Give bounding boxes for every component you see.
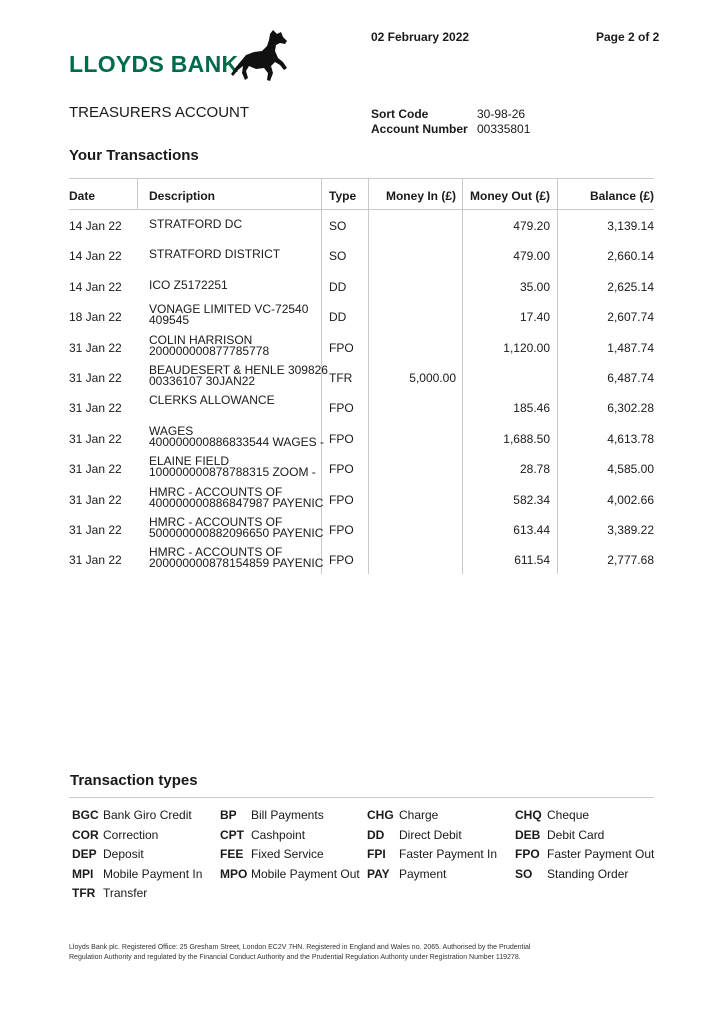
row-description-line1: HMRC - ACCOUNTS OF (149, 545, 283, 559)
row-money-out: 1,120.00 (503, 341, 550, 355)
row-money-out: 611.54 (514, 553, 550, 567)
row-date: 31 Jan 22 (69, 523, 122, 537)
transaction-type-code: MPI (72, 867, 94, 881)
row-description-line2: 100000000878788315 ZOOM - (149, 465, 316, 479)
row-description-line2: 00336107 30JAN22 (149, 374, 256, 388)
transaction-type-description: Charge (399, 808, 439, 822)
transaction-type-description: Standing Order (547, 867, 629, 881)
transaction-type-code: DEB (515, 828, 541, 842)
row-money-out: 479.00 (513, 249, 550, 263)
row-type: DD (329, 310, 347, 324)
row-money-in: 5,000.00 (409, 371, 456, 385)
col-header-money-in: Money In (£) (385, 189, 456, 203)
transaction-type-description: Direct Debit (399, 828, 462, 842)
row-money-out: 613.44 (513, 523, 550, 537)
transaction-type-code: FPO (515, 847, 540, 861)
row-date: 31 Jan 22 (69, 462, 122, 476)
row-description: ICO Z5172251 (149, 278, 228, 292)
row-description-line2: 500000000882096650 PAYENIC (149, 526, 324, 540)
row-balance: 2,607.74 (607, 310, 654, 324)
row-balance: 2,777.68 (607, 553, 654, 567)
account-name: TREASURERS ACCOUNT (69, 104, 250, 121)
row-type: FPO (329, 341, 354, 355)
row-date: 14 Jan 22 (69, 280, 122, 294)
transaction-type-code: BP (220, 808, 237, 822)
row-balance: 4,002.66 (607, 493, 654, 507)
row-date: 31 Jan 22 (69, 553, 122, 567)
row-date: 14 Jan 22 (69, 219, 122, 233)
transaction-type-description: Faster Payment In (399, 847, 498, 861)
transaction-types-divider (69, 797, 654, 798)
transaction-type-description: Mobile Payment Out (251, 867, 360, 881)
transaction-type-description: Cheque (547, 808, 590, 822)
row-money-out: 28.78 (519, 462, 550, 476)
transaction-type-description: Fixed Service (251, 847, 324, 861)
transaction-type-description: Faster Payment Out (547, 847, 655, 861)
row-balance: 2,625.14 (607, 280, 654, 294)
transaction-type-description: Bill Payments (251, 808, 324, 822)
row-type: FPO (329, 493, 354, 507)
row-description-line1: COLIN HARRISON (149, 333, 253, 347)
row-money-out: 479.20 (513, 219, 550, 233)
row-balance: 3,389.22 (607, 523, 654, 537)
transactions-top-divider (69, 178, 654, 179)
row-balance: 4,613.78 (607, 432, 654, 446)
row-description-line1: ELAINE FIELD (149, 454, 230, 468)
row-description: CLERKS ALLOWANCE (149, 393, 275, 407)
row-type: FPO (329, 432, 354, 446)
row-date: 31 Jan 22 (69, 341, 122, 355)
column-separator (462, 179, 463, 574)
account-number-label: Account Number (371, 122, 468, 136)
transaction-type-code: COR (72, 828, 99, 842)
transaction-type-description: Bank Giro Credit (103, 808, 192, 822)
transaction-type-description: Correction (103, 828, 159, 842)
sort-code-value: 30-98-26 (477, 107, 526, 121)
row-description-line1: BEAUDESERT & HENLE 309826 (149, 363, 328, 377)
row-date: 31 Jan 22 (69, 493, 122, 507)
account-number-value: 00335801 (477, 122, 531, 136)
row-description-line1: VONAGE LIMITED VC-72540 (149, 302, 309, 316)
column-separator (137, 179, 138, 209)
row-type: FPO (329, 401, 354, 415)
bank-logo-text: LLOYDS BANK (69, 51, 239, 77)
row-money-out: 185.46 (513, 401, 550, 415)
row-description-line2: 400000000886847987 PAYENIC (149, 496, 324, 510)
row-date: 31 Jan 22 (69, 401, 122, 415)
transaction-type-code: MPO (220, 867, 248, 881)
legal-footer: Lloyds Bank plc. Registered Office: 25 Gresham Street, London EC2V 7HN. Registered in England and Wales no. 2065. Authorised by the Prudential Regulation Authority and regulated by the Financial Conduct Authority and the Prudential Regulation Authority under Registration Number 119278. (69, 944, 531, 961)
transaction-type-code: CPT (220, 828, 244, 842)
statement-date: 02 February 2022 (371, 30, 470, 44)
transaction-types-title: Transaction types (70, 772, 198, 789)
row-type: TFR (329, 371, 353, 385)
row-description-line2: 200000000878154859 PAYENIC (149, 556, 324, 570)
transaction-type-description: Deposit (103, 847, 144, 861)
row-type: FPO (329, 462, 354, 476)
row-money-out: 17.40 (519, 310, 550, 324)
black-horse-logo-icon (229, 28, 289, 82)
row-balance: 6,487.74 (607, 371, 654, 385)
row-date: 31 Jan 22 (69, 371, 122, 385)
row-balance: 4,585.00 (607, 462, 654, 476)
row-money-out: 35.00 (519, 280, 550, 294)
col-header-description: Description (149, 189, 216, 203)
page-number: Page 2 of 2 (596, 30, 660, 44)
row-description: STRATFORD DISTRICT (149, 247, 281, 261)
transaction-type-description: Cashpoint (251, 828, 306, 842)
transaction-type-code: DEP (72, 847, 97, 861)
transaction-type-code: CHQ (515, 808, 542, 822)
row-type: SO (329, 219, 347, 233)
column-separator (368, 179, 369, 574)
row-description-line2: 409545 (149, 313, 190, 327)
row-type: FPO (329, 523, 354, 537)
transaction-type-description: Debit Card (547, 828, 605, 842)
row-balance: 1,487.74 (607, 341, 654, 355)
transaction-type-code: FPI (367, 847, 386, 861)
transaction-type-code: TFR (72, 886, 96, 900)
row-balance: 3,139.14 (607, 219, 654, 233)
transaction-type-code: DD (367, 828, 385, 842)
col-header-type: Type (329, 189, 357, 203)
transaction-type-code: FEE (220, 847, 244, 861)
table-header-divider (69, 209, 654, 210)
row-type: SO (329, 249, 347, 263)
row-money-out: 582.34 (513, 493, 550, 507)
col-header-date: Date (69, 189, 96, 203)
transaction-type-code: PAY (367, 867, 390, 881)
row-description-line2: 200000000877785778 (149, 344, 270, 358)
col-header-balance: Balance (£) (589, 189, 654, 203)
row-balance: 2,660.14 (607, 249, 654, 263)
row-description-line1: HMRC - ACCOUNTS OF (149, 515, 283, 529)
transaction-type-code: BGC (72, 808, 99, 822)
transaction-type-description: Payment (399, 867, 447, 881)
transactions-title: Your Transactions (69, 147, 199, 164)
row-date: 18 Jan 22 (69, 310, 122, 324)
row-date: 14 Jan 22 (69, 249, 122, 263)
transaction-type-code: SO (515, 867, 533, 881)
row-description-line1: HMRC - ACCOUNTS OF (149, 485, 283, 499)
transaction-type-description: Mobile Payment In (103, 867, 203, 881)
row-money-out: 1,688.50 (503, 432, 550, 446)
sort-code-label: Sort Code (371, 107, 429, 121)
row-type: FPO (329, 553, 354, 567)
row-description: STRATFORD DC (149, 217, 243, 231)
row-balance: 6,302.28 (607, 401, 654, 415)
row-description-line2: 400000000886833544 WAGES - (149, 435, 325, 449)
transaction-type-description: Transfer (103, 886, 148, 900)
row-type: DD (329, 280, 347, 294)
row-date: 31 Jan 22 (69, 432, 122, 446)
col-header-money-out: Money Out (£) (470, 189, 550, 203)
row-description-line1: WAGES (149, 424, 194, 438)
transaction-type-code: CHG (367, 808, 394, 822)
